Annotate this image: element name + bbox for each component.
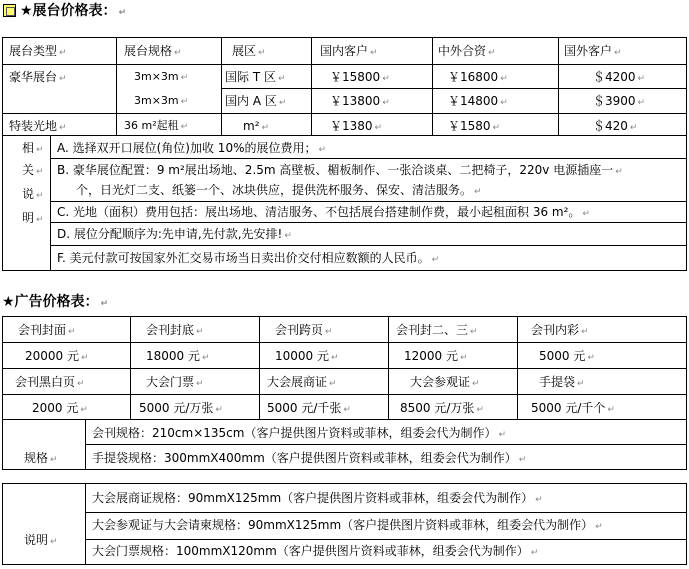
paragraph-mark-icon: ↵ [59, 74, 67, 84]
table-border [2, 394, 687, 395]
paragraph-mark-icon: ↵ [500, 74, 508, 84]
ad-price-title: ★广告价格表： ↵ [2, 294, 109, 310]
paragraph-mark-icon: ↵ [80, 405, 88, 415]
table-border [2, 419, 687, 420]
paragraph-mark-icon: ↵ [500, 98, 508, 108]
table-border [388, 316, 389, 420]
paragraph-mark-icon: ↵ [325, 327, 333, 337]
table-border [432, 37, 433, 136]
table-border [85, 419, 86, 470]
ad-price: 5000 元/千个 ↵ [531, 401, 615, 415]
paragraph-mark-icon: ↵ [50, 455, 58, 465]
note-f: F. 美元付款可按国家外汇交易市场当日卖出价交付相应数额的人民币。 ↵ [57, 251, 440, 265]
paragraph-mark-icon: ↵ [582, 209, 590, 219]
table-border [116, 37, 117, 136]
table-border [85, 512, 687, 513]
ad-item: 会刊跨页 ↵ [275, 323, 333, 337]
paragraph-mark-icon: ↵ [180, 122, 189, 132]
row-domestic-price: ￥1380 ↵ [330, 119, 383, 133]
paragraph-mark-icon: ↵ [180, 97, 189, 107]
table-border [2, 368, 687, 369]
paragraph-mark-icon: ↵ [77, 379, 85, 389]
row-booth-spec: 36 m²起租 ↵ [124, 119, 189, 132]
paragraph-mark-icon: ↵ [59, 48, 67, 58]
table-border [686, 316, 687, 470]
header-foreign: 国外客户 ↵ [564, 44, 622, 58]
table-border [221, 37, 222, 136]
paragraph-mark-icon: ↵ [196, 327, 204, 337]
ad-price: 10000 元 ↵ [275, 349, 339, 363]
spec-label: 规格 ↵ [24, 451, 58, 465]
row-jv-price: ￥14800 ↵ [448, 94, 508, 108]
paragraph-mark-icon: ↵ [431, 255, 440, 265]
table-border [85, 483, 86, 565]
ad-item: 会刊内彩 ↵ [531, 323, 589, 337]
paragraph-mark-icon: ↵ [261, 123, 270, 133]
ad-price: 5000 元/千张 ↵ [267, 401, 351, 415]
row-zone: m² ↵ [243, 119, 270, 133]
paragraph-mark-icon: ↵ [50, 537, 58, 547]
table-border [2, 483, 687, 484]
anchor-icon [3, 4, 16, 17]
notes-label-char: 说 ↵ [22, 187, 44, 201]
ad-item: 会刊黑白页 ↵ [15, 375, 85, 389]
header-joint-venture: 中外合资 ↵ [438, 44, 496, 58]
row-booth-type: 特装光地 ↵ [9, 119, 67, 133]
table-border [2, 64, 687, 65]
ad-item: 大会参观证 ↵ [410, 375, 480, 389]
row-foreign-price: ＄4200 ↵ [593, 70, 646, 84]
ad-item: 会刊封面 ↵ [18, 323, 76, 337]
badge-spec-item: 大会门票规格：100mmX120mm（客户提供图片资料或菲林，组委会代为制作） ↵ [92, 544, 539, 558]
paragraph-mark-icon: ↵ [277, 74, 286, 84]
paragraph-mark-icon: ↵ [595, 522, 603, 532]
paragraph-mark-icon: ↵ [202, 353, 210, 363]
paragraph-mark-icon: ↵ [535, 495, 543, 505]
row-zone: 国际 T 区 ↵ [225, 70, 286, 84]
paragraph-mark-icon: ↵ [318, 145, 327, 155]
row-zone: 国内 A 区 ↵ [225, 94, 287, 108]
row-booth-spec: 3m×3m ↵ [134, 94, 189, 107]
paragraph-mark-icon: ↵ [607, 405, 615, 415]
ad-price: 18000 元 ↵ [146, 349, 210, 363]
paragraph-mark-icon: ↵ [36, 145, 44, 155]
paragraph-mark-icon: ↵ [492, 123, 501, 133]
table-border [2, 316, 3, 470]
paragraph-mark-icon: ↵ [370, 48, 378, 58]
ad-item: 大会门票 ↵ [146, 375, 204, 389]
row-jv-price: ￥16800 ↵ [448, 70, 508, 84]
paragraph-mark-icon: ↵ [382, 98, 390, 108]
note-b: B. 豪华展位配置：9 m²展出场地、2.5m 高壁板、楣板制作、一张洽谈桌、二把椅子，220v 电源插座一 ↵ [57, 163, 623, 177]
note-a: A. 选择双开口展位(角位)加收 10%的展位费用； ↵ [57, 141, 327, 155]
table-border [2, 483, 3, 565]
table-border [50, 222, 687, 223]
paragraph-mark-icon: ↵ [329, 379, 337, 389]
paragraph-mark-icon: ↵ [100, 299, 109, 309]
table-border [2, 469, 687, 470]
paragraph-mark-icon: ↵ [577, 379, 585, 389]
notes-label-char: 关 ↵ [22, 163, 44, 177]
paragraph-mark-icon: ↵ [68, 327, 76, 337]
table-border [2, 270, 687, 271]
paragraph-mark-icon: ↵ [460, 353, 468, 363]
paragraph-mark-icon: ↵ [474, 187, 482, 197]
table-border [130, 316, 131, 420]
ad-price: 20000 元 ↵ [25, 349, 89, 363]
paragraph-mark-icon: ↵ [196, 379, 204, 389]
ad-price: 8500 元/万张 ↵ [400, 401, 484, 415]
paragraph-mark-icon: ↵ [343, 405, 351, 415]
badge-spec-item: 大会参观证与大会请柬规格：90mmX125mm（客户提供图片资料或菲林，组委会代为制作） ↵ [92, 518, 603, 532]
paragraph-mark-icon: ↵ [470, 327, 478, 337]
notes-label-char: 相 ↵ [22, 141, 44, 155]
note-c: C. 光地（面积）费用包括：展出场地、清洁服务、不包括展台搭建制作费，最小起租面积 36 m²。 ↵ [57, 205, 590, 219]
paragraph-mark-icon: ↵ [36, 167, 44, 177]
ad-item: 手提袋 ↵ [539, 375, 585, 389]
paragraph-mark-icon: ↵ [614, 48, 622, 58]
spec-item: 手提袋规格：300mmX400mm（客户提供图片资料或菲林，组委会代为制作） ↵ [92, 451, 527, 465]
paragraph-mark-icon: ↵ [174, 48, 182, 58]
row-jv-price: ￥1580 ↵ [448, 119, 501, 133]
paragraph-mark-icon: ↵ [476, 405, 484, 415]
table-border [2, 342, 687, 343]
table-border [85, 539, 687, 540]
paragraph-mark-icon: ↵ [581, 327, 589, 337]
spec-item: 会刊规格：210cm×135cm（客户提供图片资料或菲林，组委会代为制作） ↵ [92, 426, 506, 440]
badge-spec-item: 大会展商证规格：90mmX125mm（客户提供图片资料或菲林，组委会代为制作） ↵ [92, 491, 543, 505]
paragraph-mark-icon: ↵ [118, 8, 127, 18]
table-border [311, 37, 312, 136]
ad-price: 12000 元 ↵ [404, 349, 468, 363]
paragraph-mark-icon: ↵ [498, 430, 506, 440]
paragraph-mark-icon: ↵ [278, 98, 287, 108]
paragraph-mark-icon: ↵ [587, 353, 595, 363]
ad-item: 会刊封底 ↵ [146, 323, 204, 337]
paragraph-mark-icon: ↵ [615, 167, 623, 177]
paragraph-mark-icon: ↵ [59, 123, 67, 133]
table-border [2, 564, 687, 565]
row-domestic-price: ￥13800 ↵ [330, 94, 390, 108]
ad-price: 5000 元 ↵ [539, 349, 595, 363]
paragraph-mark-icon: ↵ [472, 379, 480, 389]
row-booth-spec: 3m×3m ↵ [134, 70, 189, 83]
row-foreign-price: ＄420 ↵ [593, 119, 638, 133]
paragraph-mark-icon: ↵ [81, 353, 89, 363]
table-border [50, 245, 687, 246]
row-booth-type: 豪华展台 ↵ [9, 70, 67, 84]
table-border [2, 37, 687, 38]
table-border [50, 201, 687, 202]
header-zone: 展区 ↵ [232, 44, 266, 58]
paragraph-mark-icon: ↵ [629, 123, 638, 133]
header-booth-spec: 展台规格 ↵ [124, 44, 182, 58]
table-border [2, 37, 3, 271]
header-domestic: 国内客户 ↵ [320, 44, 378, 58]
notes-label-char: 明 ↵ [22, 211, 44, 225]
paragraph-mark-icon: ↵ [488, 48, 496, 58]
note-b-cont: 个，日光灯二支、纸篓一个、冰块供应，提供洗杯服务、保安、清洁服务。 ↵ [76, 183, 482, 197]
paragraph-mark-icon: ↵ [518, 455, 527, 465]
ad-price: 2000 元 ↵ [32, 401, 88, 415]
table-border [50, 158, 687, 159]
row-foreign-price: ＄3900 ↵ [593, 94, 646, 108]
booth-price-title: ★展台价格表： ↵ [20, 3, 127, 19]
paragraph-mark-icon: ↵ [637, 98, 646, 108]
table-border [2, 113, 687, 114]
table-border [2, 316, 687, 317]
header-booth-type: 展台类型 ↵ [9, 44, 67, 58]
paragraph-mark-icon: ↵ [637, 74, 646, 84]
paragraph-mark-icon: ↵ [331, 353, 339, 363]
table-border [686, 37, 687, 271]
table-border [686, 483, 687, 565]
table-border [259, 316, 260, 420]
paragraph-mark-icon: ↵ [374, 123, 383, 133]
paragraph-mark-icon: ↵ [284, 231, 292, 241]
row-domestic-price: ￥15800 ↵ [330, 70, 390, 84]
notes-label: 说明 ↵ [24, 533, 58, 547]
ad-item: 会刊封二、三 ↵ [396, 323, 478, 337]
table-border [517, 316, 518, 420]
paragraph-mark-icon: ↵ [382, 74, 390, 84]
paragraph-mark-icon: ↵ [258, 48, 266, 58]
paragraph-mark-icon: ↵ [215, 405, 223, 415]
table-border [221, 88, 687, 89]
table-border [50, 135, 51, 271]
table-border [85, 444, 687, 445]
ad-item: 大会展商证 ↵ [267, 375, 337, 389]
table-border [558, 37, 559, 136]
paragraph-mark-icon: ↵ [530, 548, 539, 558]
paragraph-mark-icon: ↵ [36, 191, 44, 201]
paragraph-mark-icon: ↵ [180, 73, 189, 83]
note-d: D. 展位分配顺序为:先申请,先付款,先安排! ↵ [57, 227, 292, 241]
ad-price: 5000 元/万张 ↵ [139, 401, 223, 415]
paragraph-mark-icon: ↵ [36, 215, 44, 225]
